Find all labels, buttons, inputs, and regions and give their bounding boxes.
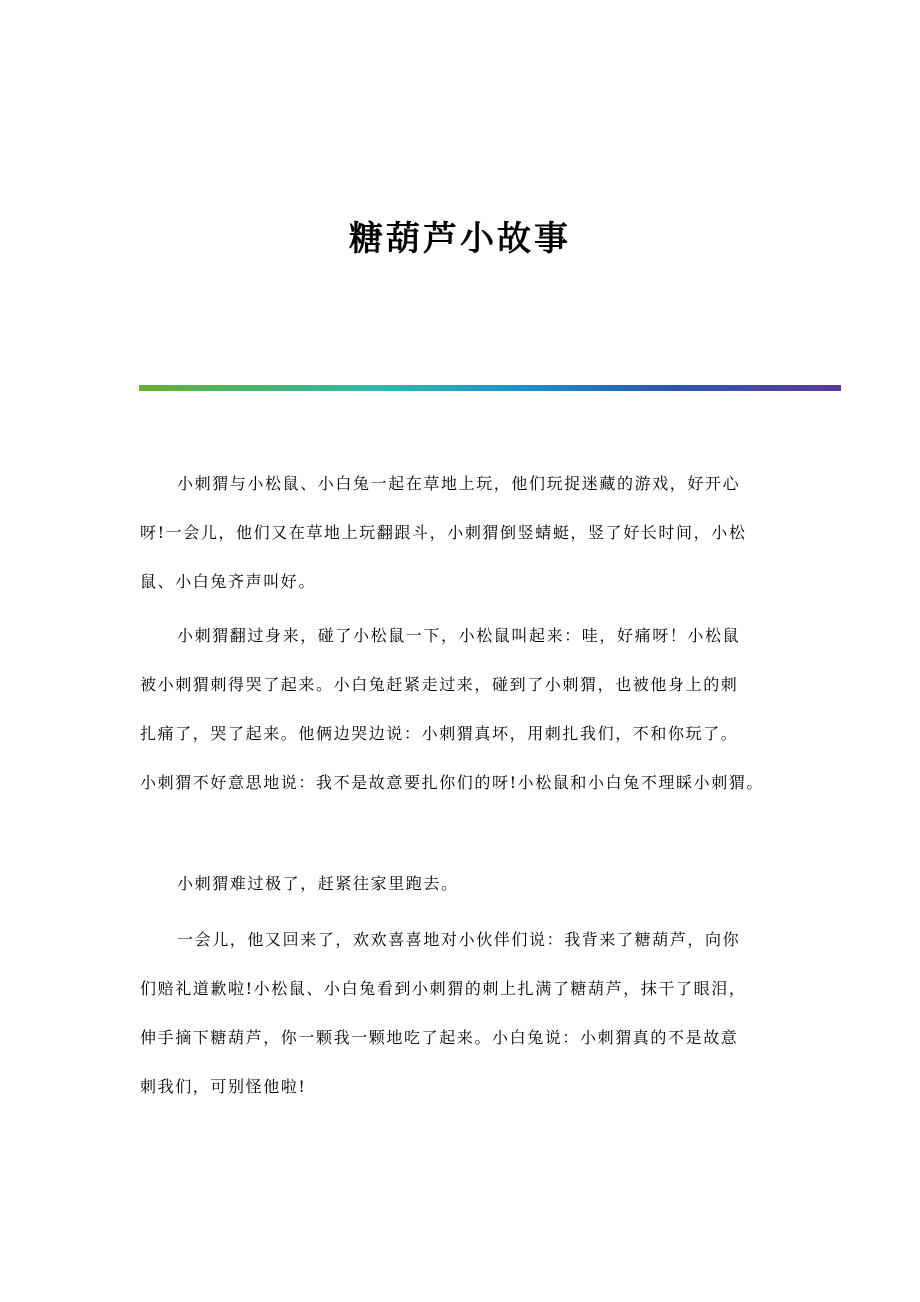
paragraph-3 [140, 859, 820, 908]
paragraph-line: 伸手摘下糖葫芦，你一颗我一颗地吃了起来。小白兔说：小刺猬真的不是故意 [140, 1028, 739, 1047]
paragraph-line: 小刺猬与小松鼠、小白兔一起在草地上玩，他们玩捉迷藏的游戏，好开心 [177, 474, 741, 493]
paragraph-line: 小刺猬翻过身来，碰了小松鼠一下，小松鼠叫起来：哇，好痛呀！小松鼠 [177, 626, 741, 645]
paragraph-line: 一会儿，他又回来了，欢欢喜喜地对小伙伴们说：我背来了糖葫芦，向你 [177, 930, 741, 949]
paragraph-line: 刺我们，可别怪他啦! [140, 1077, 307, 1096]
paragraph-1 [140, 459, 820, 606]
paragraph-line: 扎痛了，哭了起来。他俩边哭边说：小刺猬真坏，用刺扎我们，不和你玩了。 [140, 724, 739, 743]
paragraph-4 [140, 915, 820, 1111]
paragraph-line: 们赔礼道歉啦!小松鼠、小白兔看到小刺猬的刺上扎满了糖葫芦，抹干了眼泪， [140, 979, 747, 998]
paragraph-line: 小刺猬难过极了，赶紧往家里跑去。 [177, 874, 459, 893]
paragraph-line: 被小刺猬刺得哭了起来。小白兔赶紧走过来，碰到了小刺猬，也被他身上的刺 [140, 675, 739, 694]
paragraph-2 [140, 611, 820, 807]
paragraph-line: 呀!一会儿，他们又在草地上玩翻跟斗，小刺猬倒竖蜻蜓，竖了好长时间，小松 [140, 523, 747, 542]
paragraph-line: 鼠、小白兔齐声叫好。 [140, 572, 317, 591]
gradient-divider [139, 385, 841, 391]
document-title: 糖葫芦小故事 [349, 219, 571, 259]
paragraph-line: 小刺猬不好意思地说：我不是故意要扎你们的呀!小松鼠和小白兔不理睬小刺猬。 [140, 773, 765, 792]
